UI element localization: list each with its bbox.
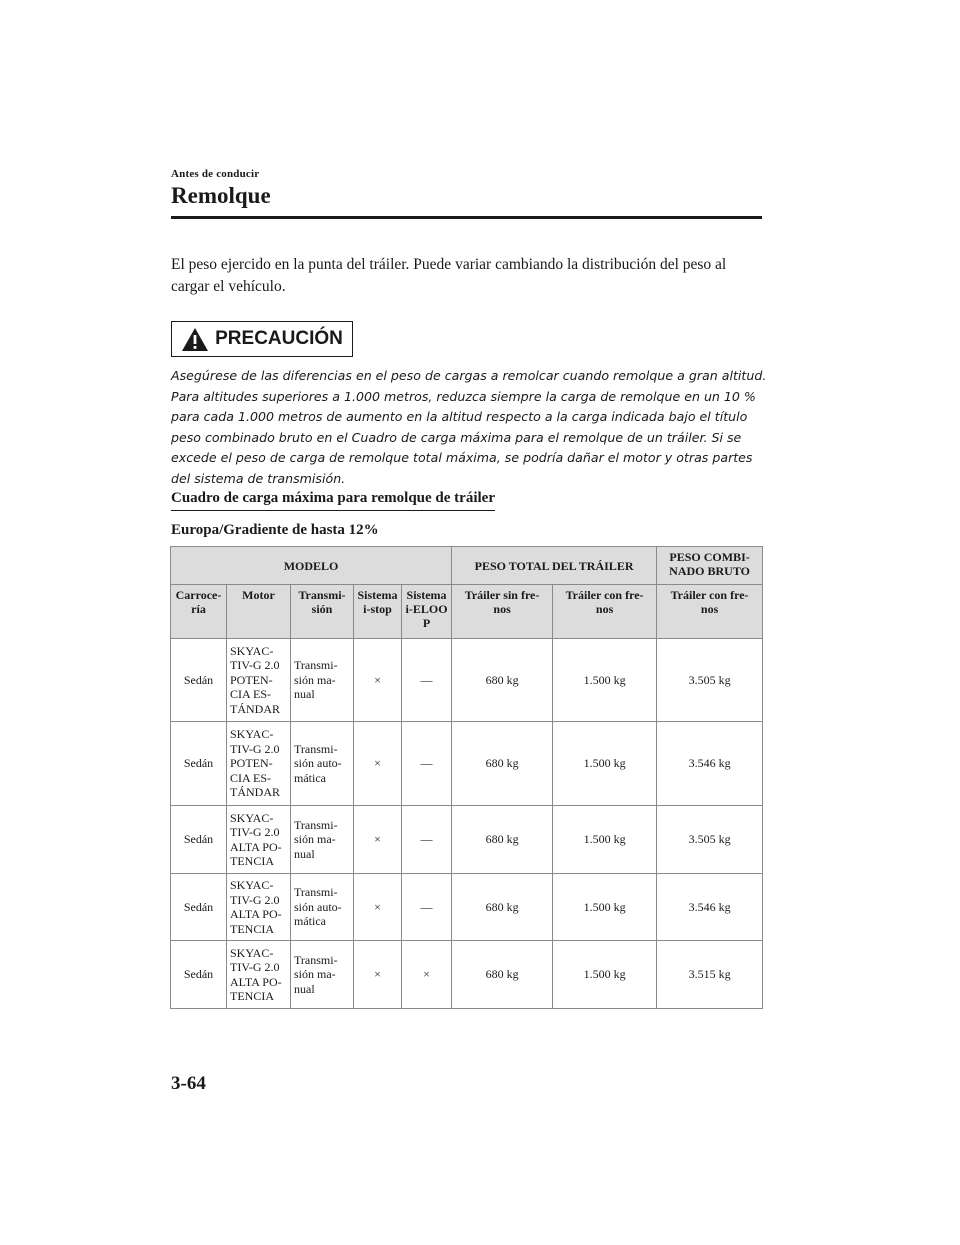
cell-combinado: 3.505 kg xyxy=(657,639,763,722)
column-header-row xyxy=(171,585,763,639)
page-title: Remolque xyxy=(171,183,271,208)
section-label: Antes de conducir xyxy=(171,168,260,180)
column-header: Motor xyxy=(227,585,291,639)
table-row xyxy=(171,806,763,874)
cell-transmision: Transmi- sión ma- nual xyxy=(291,806,354,874)
cell-ieloop: — xyxy=(402,874,452,941)
table-row xyxy=(171,722,763,806)
cell-sin-frenos: 680 kg xyxy=(452,722,553,806)
cell-ieloop: — xyxy=(402,639,452,722)
cell-con-frenos: 1.500 kg xyxy=(553,639,657,722)
cell-carroceria: Sedán xyxy=(171,806,227,874)
table-heading: Cuadro de carga máxima para remolque de tráiler xyxy=(171,490,495,511)
cell-combinado: 3.546 kg xyxy=(657,722,763,806)
column-header: Tráiler sin fre- nos xyxy=(452,585,553,639)
column-header: Sistema i-stop xyxy=(354,585,402,639)
cell-carroceria: Sedán xyxy=(171,722,227,806)
cell-motor: SKYAC- TIV-G 2.0 POTEN- CIA ES- TÁNDAR xyxy=(227,639,291,722)
cell-transmision: Transmi- sión auto- mática xyxy=(291,874,354,941)
cell-transmision: Transmi- sión auto- mática xyxy=(291,722,354,806)
header-peso-combinado: PESO COMBI- NADO BRUTO xyxy=(657,547,763,585)
cell-istop: × xyxy=(354,722,402,806)
cell-motor: SKYAC- TIV-G 2.0 POTEN- CIA ES- TÁNDAR xyxy=(227,722,291,806)
cell-carroceria: Sedán xyxy=(171,874,227,941)
cell-istop: × xyxy=(354,806,402,874)
header-peso-total: PESO TOTAL DEL TRÁILER xyxy=(452,547,657,585)
cell-carroceria: Sedán xyxy=(171,639,227,722)
intro-paragraph: El peso ejercido en la punta del tráiler. Puede variar cambiando la distribución del peso al cargar el vehículo. xyxy=(171,256,727,295)
table-subheading: Europa/Gradiente de hasta 12% xyxy=(171,522,379,538)
cell-carroceria: Sedán xyxy=(171,941,227,1009)
page-number: 3-64 xyxy=(171,1073,206,1094)
cell-istop: × xyxy=(354,639,402,722)
cell-con-frenos: 1.500 kg xyxy=(553,941,657,1009)
cell-motor: SKYAC- TIV-G 2.0 ALTA PO- TENCIA xyxy=(227,941,291,1009)
column-header: Sistema i-ELOO P xyxy=(402,585,452,639)
cell-motor: SKYAC- TIV-G 2.0 ALTA PO- TENCIA xyxy=(227,806,291,874)
table-row xyxy=(171,941,763,1009)
caution-banner xyxy=(171,321,353,357)
cell-motor: SKYAC- TIV-G 2.0 ALTA PO- TENCIA xyxy=(227,874,291,941)
cell-transmision: Transmi- sión ma- nual xyxy=(291,639,354,722)
cell-combinado: 3.515 kg xyxy=(657,941,763,1009)
warning-triangle-icon xyxy=(181,327,209,352)
cell-con-frenos: 1.500 kg xyxy=(553,722,657,806)
cell-ieloop: — xyxy=(402,806,452,874)
cell-sin-frenos: 680 kg xyxy=(452,639,553,722)
title-divider xyxy=(171,216,762,219)
cell-sin-frenos: 680 kg xyxy=(452,806,553,874)
cell-sin-frenos: 680 kg xyxy=(452,874,553,941)
column-header: Carroce- ría xyxy=(171,585,227,639)
column-header: Transmi- sión xyxy=(291,585,354,639)
cell-ieloop: — xyxy=(402,722,452,806)
cell-istop: × xyxy=(354,874,402,941)
cell-istop: × xyxy=(354,941,402,1009)
cell-combinado: 3.546 kg xyxy=(657,874,763,941)
cell-sin-frenos: 680 kg xyxy=(452,941,553,1009)
header-modelo: MODELO xyxy=(171,547,452,585)
table-body xyxy=(171,639,763,1009)
caution-text: Asegúrese de las diferencias en el peso de cargas a remolcar cuando remolque a gran altitud. Para altitudes superiores a 1.000 metros, reduzca siempre la carga de remolque en un 10 % para cada 1.000 metros de aumento en la altitud respecto a la carga indicada bajo el título peso combinado bruto en el Cuadro de carga máxima para el remolque de un tráiler. Si se excede el peso de carga de remolque total máxima, se podría dañar el motor y otras partes del sistema de transmisión. xyxy=(171,368,767,486)
cell-con-frenos: 1.500 kg xyxy=(553,874,657,941)
column-header: Tráiler con fre- nos xyxy=(553,585,657,639)
cell-combinado: 3.505 kg xyxy=(657,806,763,874)
column-header: Tráiler con fre- nos xyxy=(657,585,763,639)
towing-capacity-table xyxy=(170,546,763,1009)
cell-con-frenos: 1.500 kg xyxy=(553,806,657,874)
cell-ieloop: × xyxy=(402,941,452,1009)
caution-label: PRECAUCIÓN xyxy=(215,328,343,349)
table-row xyxy=(171,639,763,722)
table-row xyxy=(171,874,763,941)
cell-transmision: Transmi- sión ma- nual xyxy=(291,941,354,1009)
